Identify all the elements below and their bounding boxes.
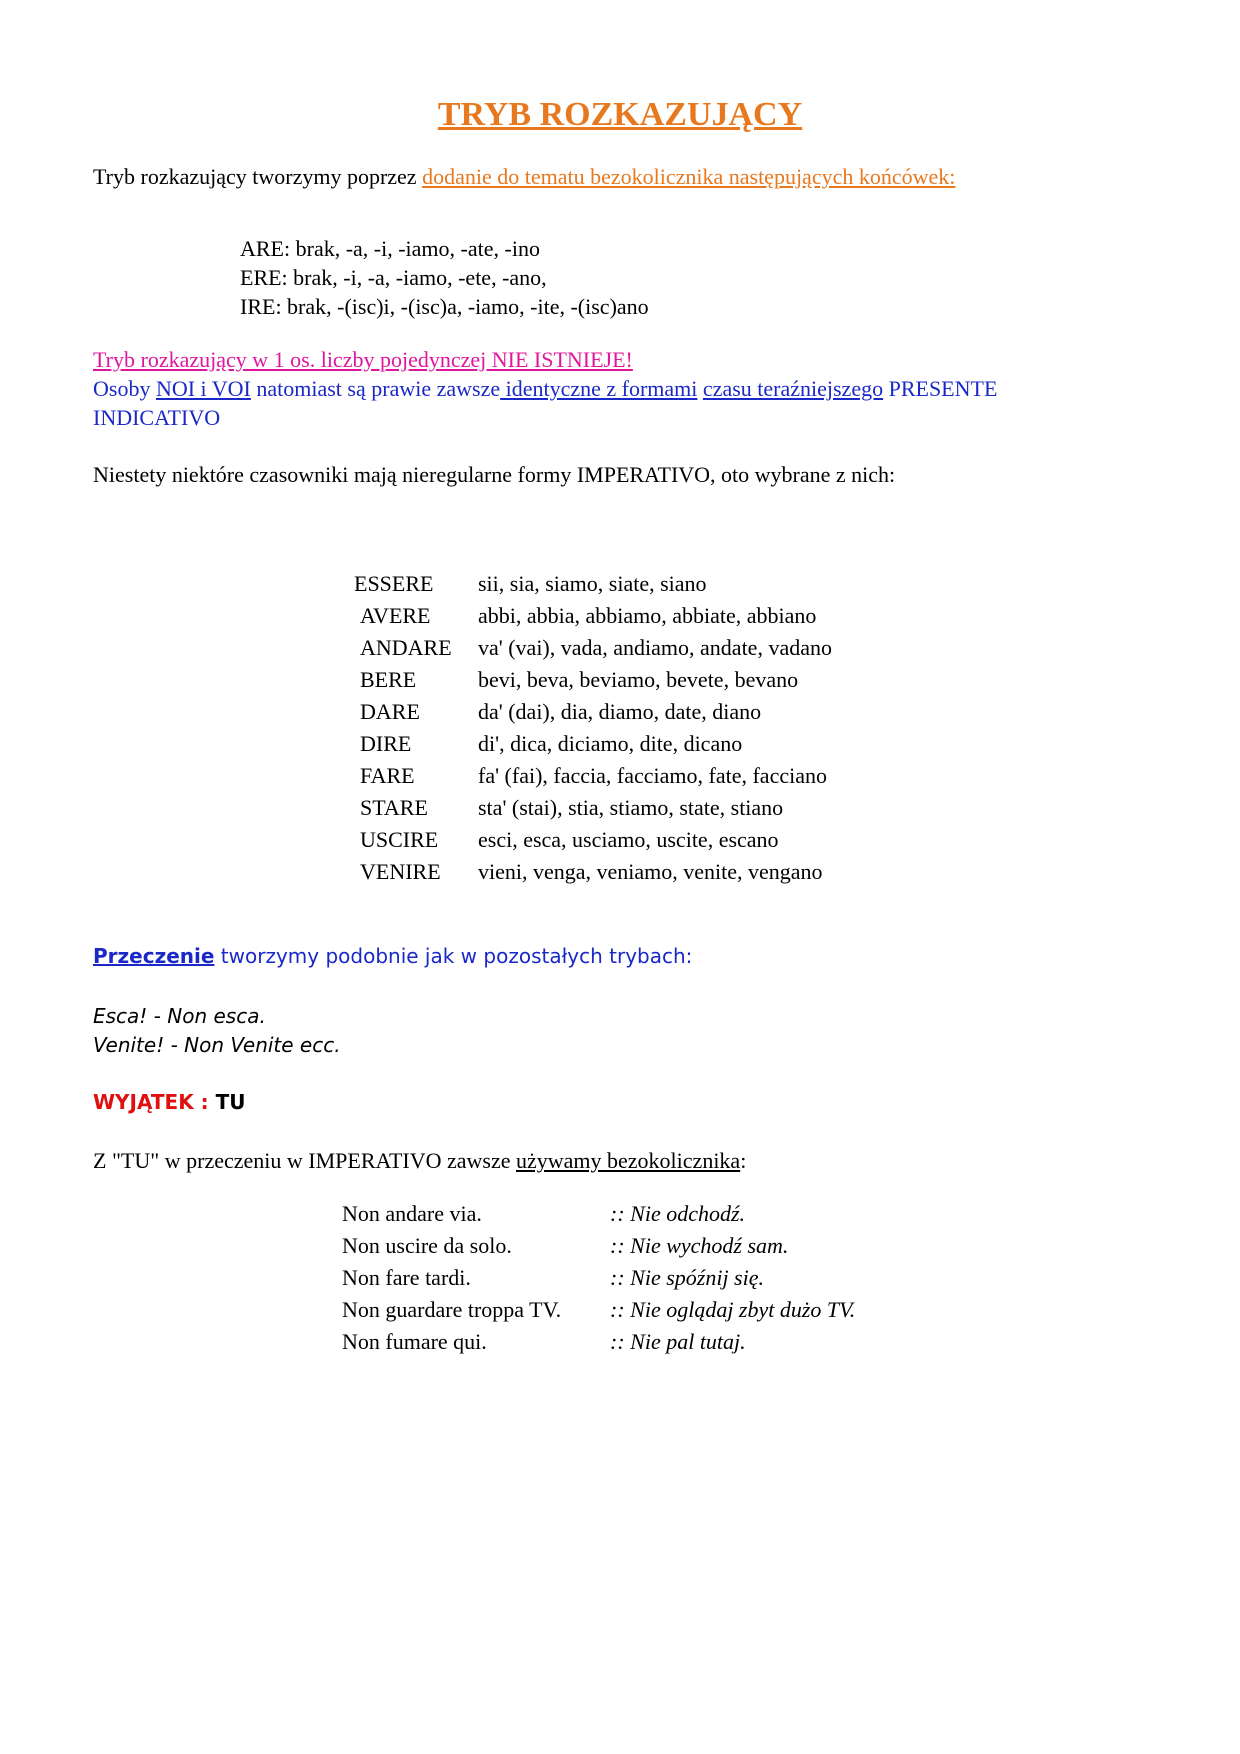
exception-label: WYJĄTEK : xyxy=(93,1090,209,1114)
verb-row xyxy=(354,632,832,664)
neg-italian: Non fumare qui. xyxy=(342,1329,487,1354)
neg-polish: :: Nie wychodź sam. xyxy=(610,1233,789,1258)
verb-forms: bevi, beva, beviamo, bevete, bevano xyxy=(478,667,799,692)
tu-rule-underlined: używamy bezokolicznika xyxy=(516,1148,741,1173)
negation-link[interactable]: Przeczenie xyxy=(93,944,215,968)
neg-polish: :: Nie spóźnij się. xyxy=(610,1265,764,1290)
note-line-2a: Osoby xyxy=(93,376,156,401)
verb-infinitive: FARE xyxy=(360,763,415,788)
tu-rule xyxy=(93,1146,746,1175)
note-block xyxy=(93,345,997,432)
ending-ire: IRE: brak, -(isc)i, -(isc)a, -iamo, -ite, -(isc)ano xyxy=(240,294,649,319)
verb-forms: va' (vai), vada, andiamo, andate, vadano xyxy=(478,635,832,660)
verb-forms: fa' (fai), faccia, facciamo, fate, facciano xyxy=(478,763,827,788)
neg-italian: Non andare via. xyxy=(342,1201,482,1226)
irregular-verbs-table xyxy=(354,568,832,888)
page-title: TRYB ROZKAZUJĄCY xyxy=(437,96,803,133)
verb-row xyxy=(354,856,832,888)
exception-value: TU xyxy=(208,1090,246,1114)
example-2-b: - Non Venite ecc. xyxy=(164,1033,341,1057)
verb-infinitive: DIRE xyxy=(360,731,412,756)
neg-example-row xyxy=(342,1230,855,1262)
verb-infinitive: ANDARE xyxy=(360,635,452,660)
verb-forms: vieni, venga, veniamo, venite, vengano xyxy=(478,859,823,884)
examples-block xyxy=(93,1002,341,1060)
negation-examples-table xyxy=(342,1198,855,1358)
verb-forms: abbi, abbia, abbiamo, abbiate, abbiano xyxy=(478,603,817,628)
verb-row xyxy=(354,792,832,824)
intro-paragraph xyxy=(93,162,955,191)
tu-rule-text: Z "TU" w przeczeniu w IMPERATIVO zawsze xyxy=(93,1148,516,1173)
example-2 xyxy=(93,1031,341,1060)
present-tense-link[interactable]: czasu teraźniejszego xyxy=(702,376,884,401)
note-line-2g: PRESENTE xyxy=(883,376,998,401)
neg-example-row xyxy=(342,1198,855,1230)
identical-forms-link[interactable]: identyczne z formami xyxy=(500,376,698,401)
noi-voi-link[interactable]: NOI i VOI xyxy=(155,376,251,401)
verb-row xyxy=(354,696,832,728)
example-1-a: Esca! xyxy=(93,1004,148,1028)
verb-forms: sta' (stai), stia, stiamo, state, stiano xyxy=(478,795,784,820)
note-line-3: INDICATIVO xyxy=(93,405,221,430)
endings-block xyxy=(240,234,649,321)
verb-infinitive: BERE xyxy=(360,667,417,692)
verb-row xyxy=(354,728,832,760)
verb-infinitive: STARE xyxy=(360,795,428,820)
verb-row xyxy=(354,824,832,856)
example-1-b: - Non esca. xyxy=(147,1004,266,1028)
verb-infinitive: VENIRE xyxy=(360,859,441,884)
example-2-a: Venite! xyxy=(93,1033,165,1057)
neg-example-row xyxy=(342,1326,855,1358)
verb-infinitive: ESSERE xyxy=(354,571,434,596)
negation-text: tworzymy podobnie jak w pozostałych trybach: xyxy=(214,944,693,968)
verb-forms: da' (dai), dia, diamo, date, diano xyxy=(478,699,762,724)
neg-italian: Non guardare troppa TV. xyxy=(342,1297,562,1322)
neg-example-row xyxy=(342,1294,855,1326)
neg-polish: :: Nie odchodź. xyxy=(610,1201,746,1226)
verb-infinitive: USCIRE xyxy=(360,827,439,852)
verb-infinitive: DARE xyxy=(360,699,420,724)
verb-forms: esci, esca, usciamo, uscite, escano xyxy=(478,827,779,852)
verb-infinitive: AVERE xyxy=(360,603,431,628)
verb-row xyxy=(354,760,832,792)
verb-forms: sii, sia, siamo, siate, siano xyxy=(478,571,707,596)
intro-text: Tryb rozkazujący tworzymy poprzez xyxy=(93,164,423,189)
neg-example-row xyxy=(342,1262,855,1294)
neg-polish: :: Nie pal tutaj. xyxy=(610,1329,746,1354)
verb-forms: di', dica, diciamo, dite, dicano xyxy=(478,731,743,756)
note-line-2c: natomiast są prawie zawsze xyxy=(250,376,501,401)
ending-ere: ERE: brak, -i, -a, -iamo, -ete, -ano, xyxy=(240,265,547,290)
verb-row xyxy=(354,664,832,696)
verb-row xyxy=(354,568,832,600)
intro-link[interactable]: dodanie do tematu bezokolicznika następujących końcówek: xyxy=(422,164,956,189)
neg-italian: Non uscire da solo. xyxy=(342,1233,512,1258)
note-line-1[interactable]: Tryb rozkazujący w 1 os. liczby pojedynczej NIE ISTNIEJE! xyxy=(93,347,633,372)
negation-paragraph xyxy=(93,944,692,968)
ending-are: ARE: brak, -a, -i, -iamo, -ate, -ino xyxy=(240,236,540,261)
verb-row xyxy=(354,600,832,632)
example-1 xyxy=(93,1002,341,1031)
neg-polish: :: Nie oglądaj zbyt dużo TV. xyxy=(610,1297,856,1322)
irregular-intro: Niestety niektóre czasowniki mają nieregularne formy IMPERATIVO, oto wybrane z nich: xyxy=(93,462,896,487)
neg-italian: Non fare tardi. xyxy=(342,1265,471,1290)
tu-rule-end: : xyxy=(740,1148,747,1173)
exception-heading xyxy=(93,1090,246,1114)
note-line-2 xyxy=(93,374,997,403)
